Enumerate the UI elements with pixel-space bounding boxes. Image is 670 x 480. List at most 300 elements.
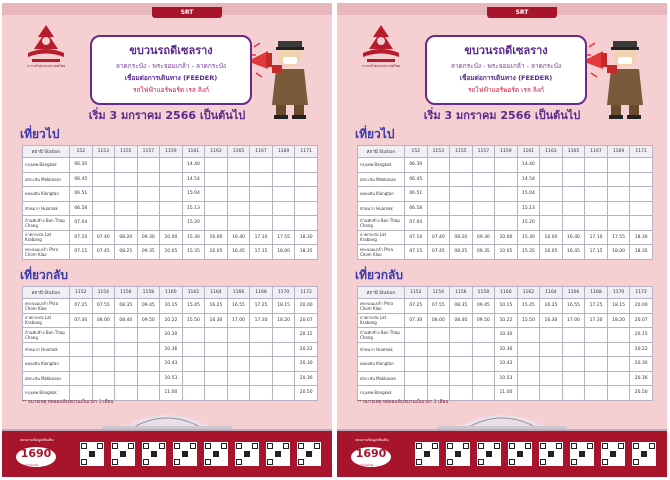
return-time-cell: 10.53	[160, 371, 183, 386]
return-time-cell: 18.15	[272, 299, 295, 314]
outbound-time-cell	[115, 201, 138, 216]
outbound-time-cell: 17.15	[585, 245, 608, 260]
return-time-cell: 07.25	[70, 299, 93, 314]
outbound-time-cell: 14.54	[517, 172, 540, 187]
return-time-cell: 17.00	[562, 313, 585, 328]
return-time-cell: 20.07	[295, 313, 318, 328]
qr-finder-mark	[252, 443, 258, 449]
return-time-cell	[562, 371, 585, 386]
outbound-time-cell: 15.13	[517, 201, 540, 216]
return-station-col-header: สถานี Station	[23, 287, 70, 299]
outbound-time-cell	[92, 187, 115, 202]
outbound-time-cell	[427, 172, 450, 187]
outbound-time-cell	[205, 216, 228, 231]
qr-finder-mark	[205, 443, 211, 449]
outbound-time-cell: 07.15	[70, 245, 93, 260]
return-header-row	[358, 287, 653, 299]
outbound-time-cell	[205, 158, 228, 173]
qr-code[interactable]	[204, 442, 228, 466]
station-building-illustration	[2, 398, 332, 432]
qr-finder-mark	[416, 443, 422, 449]
return-time-cell: 08.35	[450, 299, 473, 314]
outbound-time-cell	[585, 216, 608, 231]
outbound-time-cell: 17.55	[272, 230, 295, 245]
return-time-cell: 08.35	[115, 299, 138, 314]
qr-code[interactable]	[570, 442, 594, 466]
srt-logo	[359, 23, 403, 63]
outbound-time-cell	[160, 187, 183, 202]
outbound-time-cell	[427, 216, 450, 231]
qr-finder-mark	[174, 443, 180, 449]
outbound-time-cell	[630, 172, 653, 187]
outbound-time-cell: 18.30	[295, 230, 318, 245]
return-time-cell	[540, 357, 563, 372]
qr-finder-mark	[314, 443, 320, 449]
outbound-station-name: มักกะสัน Makkasan	[358, 172, 405, 187]
outbound-time-cell: 07.04	[70, 216, 93, 231]
return-train-number: 1160	[160, 287, 183, 299]
return-time-cell: 20.00	[630, 299, 653, 314]
outbound-time-cell	[495, 187, 518, 202]
return-time-cell	[450, 342, 473, 357]
outbound-timetable	[22, 145, 318, 260]
qr-code[interactable]	[508, 442, 532, 466]
outbound-time-cell: 17.55	[607, 230, 630, 245]
qr-finder-mark	[298, 443, 304, 449]
qr-finder-mark	[463, 443, 469, 449]
outbound-station-col-header: สถานี Station	[358, 146, 405, 158]
return-time-cell	[405, 371, 428, 386]
return-table-row	[23, 357, 318, 372]
outbound-time-cell: 15.20	[182, 216, 205, 231]
outbound-time-cell	[607, 158, 630, 173]
outbound-train-number: 1159	[495, 146, 518, 158]
outbound-time-cell	[227, 216, 250, 231]
return-time-cell: 16.25	[540, 299, 563, 314]
outbound-time-cell: 16.40	[562, 230, 585, 245]
return-station-name: คลองตัน Klongtan	[23, 357, 70, 372]
return-time-cell	[115, 371, 138, 386]
qr-code[interactable]	[111, 442, 135, 466]
return-time-cell	[562, 357, 585, 372]
outbound-time-cell: 06.51	[70, 187, 93, 202]
return-time-cell: 20.30	[630, 357, 653, 372]
return-train-number: 1172	[295, 287, 318, 299]
poster-title: ขบวนรถดีเซลราง	[464, 44, 548, 57]
qr-code[interactable]	[266, 442, 290, 466]
qr-finder-mark	[81, 443, 87, 449]
outbound-table-row	[358, 158, 653, 173]
outbound-table-row	[23, 216, 318, 231]
return-time-cell	[227, 342, 250, 357]
return-train-number: 1164	[205, 287, 228, 299]
outbound-time-cell: 16.05	[540, 245, 563, 260]
return-time-cell	[405, 328, 428, 343]
qr-finder-mark	[494, 443, 500, 449]
qr-finder-mark	[478, 443, 484, 449]
outbound-station-name: กรุงเทพ Bangkok	[23, 158, 70, 173]
outbound-time-cell: 06.51	[405, 187, 428, 202]
hotline-block	[341, 435, 403, 473]
outbound-time-cell	[295, 216, 318, 231]
outbound-time-cell	[562, 172, 585, 187]
return-time-cell: 20.07	[630, 313, 653, 328]
outbound-time-cell	[495, 172, 518, 187]
outbound-time-cell	[272, 201, 295, 216]
return-heading: เที่ยวกลับ	[20, 268, 69, 282]
return-header-row	[23, 287, 318, 299]
qr-center-mark	[579, 451, 585, 457]
outbound-time-cell: 08.25	[450, 245, 473, 260]
outbound-train-number: 1153	[92, 146, 115, 158]
return-time-cell	[607, 328, 630, 343]
outbound-time-cell	[272, 158, 295, 173]
outbound-table-row	[358, 245, 653, 260]
return-time-cell	[250, 328, 273, 343]
outbound-time-cell: 07.45	[427, 245, 450, 260]
hotline-sub: Call Center	[357, 463, 374, 467]
outbound-header-row	[23, 146, 318, 158]
return-time-cell	[517, 342, 540, 357]
srt-logo	[24, 23, 68, 63]
outbound-time-cell	[450, 201, 473, 216]
outbound-time-cell: 16.45	[227, 245, 250, 260]
outbound-train-number: 1161	[182, 146, 205, 158]
return-time-cell: 10.43	[160, 357, 183, 372]
return-time-cell	[427, 342, 450, 357]
feeder-text: เชื่อมต่อการเดินทาง (FEEDER)	[124, 74, 218, 82]
outbound-time-cell	[450, 158, 473, 173]
return-table-row	[23, 342, 318, 357]
return-time-cell	[137, 371, 160, 386]
return-time-cell: 07.55	[427, 299, 450, 314]
qr-finder-mark	[447, 443, 453, 449]
hotline-sub: Call Center	[22, 463, 39, 467]
return-time-cell: 16.30	[540, 313, 563, 328]
airport-link-text: รถไฟฟ้าแอร์พอร์ต เรล ลิงก์	[133, 86, 209, 94]
outbound-time-cell: 15.30	[517, 230, 540, 245]
outbound-time-cell	[295, 201, 318, 216]
qr-code[interactable]	[415, 442, 439, 466]
qr-code[interactable]	[477, 442, 501, 466]
outbound-station-name: มักกะสัน Makkasan	[23, 172, 70, 187]
outbound-train-number: 1157	[472, 146, 495, 158]
qr-finder-mark	[128, 443, 134, 449]
outbound-train-number: 1155	[450, 146, 473, 158]
footer	[337, 431, 667, 477]
outbound-header-row	[358, 146, 653, 158]
qr-finder-mark	[649, 443, 655, 449]
outbound-time-cell: 06.45	[70, 172, 93, 187]
return-time-cell: 20.15	[295, 328, 318, 343]
return-time-cell	[405, 357, 428, 372]
return-train-number: 1156	[115, 287, 138, 299]
return-time-cell	[115, 357, 138, 372]
return-time-cell	[272, 371, 295, 386]
return-time-cell	[182, 357, 205, 372]
outbound-time-cell	[250, 172, 273, 187]
return-table-row	[23, 328, 318, 343]
outbound-time-cell	[472, 216, 495, 231]
return-time-cell: 08.00	[92, 313, 115, 328]
outbound-time-cell: 10.05	[160, 245, 183, 260]
return-train-number: 1166	[562, 287, 585, 299]
outbound-time-cell	[137, 216, 160, 231]
return-time-cell	[137, 342, 160, 357]
outbound-table-row	[358, 201, 653, 216]
return-train-number: 1156	[450, 287, 473, 299]
station-building-illustration	[337, 398, 667, 432]
return-train-number: 1160	[495, 287, 518, 299]
return-time-cell: 11.00	[160, 386, 183, 401]
footer	[2, 431, 332, 477]
outbound-table-row	[23, 201, 318, 216]
title-box	[90, 35, 252, 105]
return-station-name: กรุงเทพ Bangkok	[23, 386, 70, 401]
return-time-cell: 08.40	[115, 313, 138, 328]
outbound-time-cell: 16.00	[540, 230, 563, 245]
return-time-cell: 11.00	[495, 386, 518, 401]
return-time-cell	[472, 342, 495, 357]
outbound-train-number: 1167	[250, 146, 273, 158]
outbound-time-cell	[495, 216, 518, 231]
outbound-time-cell	[160, 216, 183, 231]
return-train-number: 1162	[182, 287, 205, 299]
qr-code[interactable]	[601, 442, 625, 466]
poster-title: ขบวนรถดีเซลราง	[129, 44, 213, 57]
outbound-time-cell	[630, 216, 653, 231]
return-train-number: 1170	[272, 287, 295, 299]
return-time-cell	[250, 357, 273, 372]
outbound-station-name: หัวหมาก Huamak	[358, 201, 405, 216]
qr-finder-mark	[571, 443, 577, 449]
qr-finder-mark	[587, 443, 593, 449]
return-time-cell: 20.36	[295, 371, 318, 386]
outbound-station-name: บ้านทับช้าง Ban Thap Chang	[358, 216, 405, 231]
outbound-time-cell	[495, 201, 518, 216]
return-train-number: 1158	[137, 287, 160, 299]
outbound-train-number: 1165	[227, 146, 250, 158]
outbound-time-cell	[160, 172, 183, 187]
outbound-time-cell	[472, 158, 495, 173]
outbound-time-cell	[272, 216, 295, 231]
qr-finder-mark	[112, 459, 118, 465]
return-time-cell: 09.50	[472, 313, 495, 328]
qr-center-mark	[517, 451, 523, 457]
return-time-cell	[205, 342, 228, 357]
return-time-cell	[517, 328, 540, 343]
return-time-cell	[607, 371, 630, 386]
outbound-time-cell	[137, 158, 160, 173]
schedule-poster-right	[337, 3, 667, 477]
return-time-cell: 10.22	[495, 313, 518, 328]
outbound-time-cell: 16.05	[205, 245, 228, 260]
return-time-cell: 20.00	[295, 299, 318, 314]
return-time-cell: 07.30	[70, 313, 93, 328]
return-station-name: ลาดกระบัง Lat Krabang	[358, 313, 405, 328]
return-train-number: 1164	[540, 287, 563, 299]
return-time-cell: 10.22	[160, 313, 183, 328]
return-table-row	[358, 313, 653, 328]
qr-finder-mark	[236, 443, 242, 449]
return-time-cell	[115, 328, 138, 343]
return-time-cell	[472, 371, 495, 386]
outbound-time-cell	[607, 172, 630, 187]
return-time-cell	[517, 371, 540, 386]
outbound-time-cell	[427, 187, 450, 202]
outbound-time-cell	[607, 216, 630, 231]
outbound-time-cell	[295, 172, 318, 187]
outbound-time-cell	[540, 187, 563, 202]
return-time-cell	[92, 342, 115, 357]
return-time-cell	[205, 328, 228, 343]
return-train-number: 1168	[585, 287, 608, 299]
outbound-station-name: กรุงเทพ Bangkok	[358, 158, 405, 173]
return-time-cell	[427, 328, 450, 343]
outbound-time-cell: 16.40	[227, 230, 250, 245]
outbound-table-row	[358, 187, 653, 202]
outbound-time-cell	[427, 158, 450, 173]
qr-center-mark	[151, 451, 157, 457]
outbound-time-cell	[472, 201, 495, 216]
qr-finder-mark	[143, 443, 149, 449]
outbound-time-cell	[250, 201, 273, 216]
return-time-cell	[272, 357, 295, 372]
outbound-time-cell	[427, 201, 450, 216]
qr-code[interactable]	[142, 442, 166, 466]
outbound-time-cell: 15.35	[517, 245, 540, 260]
qr-center-mark	[455, 451, 461, 457]
outbound-time-cell: 07.04	[405, 216, 428, 231]
outbound-time-cell: 09.35	[472, 245, 495, 260]
qr-finder-mark	[602, 443, 608, 449]
return-table-row	[358, 371, 653, 386]
qr-finder-mark	[432, 443, 438, 449]
qr-code[interactable]	[446, 442, 470, 466]
outbound-time-cell: 17.15	[250, 245, 273, 260]
return-time-cell: 10.30	[160, 328, 183, 343]
return-train-number: 1152	[70, 287, 93, 299]
airport-link-text: รถไฟฟ้าแอร์พอร์ต เรล ลิงก์	[468, 86, 544, 94]
qr-finder-mark	[525, 443, 531, 449]
qr-finder-mark	[571, 459, 577, 465]
return-time-cell	[70, 342, 93, 357]
outbound-table-row	[23, 230, 318, 245]
outbound-station-name: คลองตัน Klongtan	[358, 187, 405, 202]
outbound-table-row	[23, 245, 318, 260]
qr-code[interactable]	[632, 442, 656, 466]
qr-finder-mark	[205, 459, 211, 465]
outbound-time-cell	[585, 201, 608, 216]
return-time-cell	[70, 371, 93, 386]
return-time-cell: 20.30	[295, 357, 318, 372]
outbound-time-cell	[562, 187, 585, 202]
return-train-number: 1152	[405, 287, 428, 299]
return-table-row	[358, 328, 653, 343]
return-train-number: 1166	[227, 287, 250, 299]
return-heading: เที่ยวกลับ	[355, 268, 404, 282]
outbound-time-cell	[137, 187, 160, 202]
return-time-cell	[272, 328, 295, 343]
qr-finder-mark	[509, 459, 515, 465]
return-time-cell: 17.00	[227, 313, 250, 328]
outbound-table-row	[358, 172, 653, 187]
outbound-time-cell	[450, 187, 473, 202]
qr-finder-mark	[81, 459, 87, 465]
outbound-train-number: 1161	[517, 146, 540, 158]
logo-caption: การรถไฟแห่งประเทศไทย	[26, 64, 66, 68]
return-time-cell	[227, 371, 250, 386]
outbound-time-cell: 18.35	[295, 245, 318, 260]
qr-code[interactable]	[235, 442, 259, 466]
qr-code[interactable]	[80, 442, 104, 466]
return-time-cell	[450, 371, 473, 386]
outbound-time-cell	[92, 158, 115, 173]
outbound-time-cell	[160, 158, 183, 173]
outbound-time-cell: 07.45	[92, 245, 115, 260]
outbound-time-cell	[205, 187, 228, 202]
schedule-poster-left	[2, 3, 332, 477]
outbound-train-number: 1163	[205, 146, 228, 158]
outbound-time-cell	[540, 172, 563, 187]
feeder-text: เชื่อมต่อการเดินทาง (FEEDER)	[459, 74, 553, 82]
outbound-time-cell	[137, 201, 160, 216]
qr-center-mark	[89, 451, 95, 457]
qr-center-mark	[424, 451, 430, 457]
return-time-cell: 09.45	[472, 299, 495, 314]
title-box	[425, 35, 587, 105]
return-time-cell: 15.45	[182, 299, 205, 314]
outbound-time-cell	[540, 158, 563, 173]
outbound-timetable	[357, 145, 653, 260]
return-time-cell: 17.25	[585, 299, 608, 314]
srt-tag: SRT	[487, 7, 557, 18]
outbound-time-cell	[630, 158, 653, 173]
return-train-number: 1170	[607, 287, 630, 299]
return-table-row	[23, 299, 318, 314]
qr-code[interactable]	[297, 442, 321, 466]
outbound-train-number: 152	[70, 146, 93, 158]
return-time-cell	[227, 357, 250, 372]
outbound-time-cell	[585, 158, 608, 173]
outbound-time-cell	[585, 172, 608, 187]
qr-code[interactable]	[539, 442, 563, 466]
return-table-row	[358, 342, 653, 357]
logo-caption: การรถไฟแห่งประเทศไทย	[361, 64, 401, 68]
outbound-table-row	[358, 230, 653, 245]
return-time-cell	[585, 328, 608, 343]
outbound-time-cell: 15.04	[517, 187, 540, 202]
qr-center-mark	[120, 451, 126, 457]
return-station-name: มักกะสัน Makkasan	[358, 371, 405, 386]
outbound-station-name: คลองตัน Klongtan	[23, 187, 70, 202]
qr-code[interactable]	[173, 442, 197, 466]
return-time-cell	[137, 357, 160, 372]
outbound-time-cell	[562, 201, 585, 216]
return-time-cell: 08.40	[450, 313, 473, 328]
outbound-time-cell: 16.45	[562, 245, 585, 260]
return-time-cell	[427, 371, 450, 386]
return-station-name: กรุงเทพ Bangkok	[358, 386, 405, 401]
return-time-cell: 18.15	[607, 299, 630, 314]
outbound-time-cell	[562, 158, 585, 173]
return-time-cell	[137, 328, 160, 343]
return-time-cell	[562, 328, 585, 343]
return-time-cell	[540, 342, 563, 357]
qr-finder-mark	[416, 459, 422, 465]
return-time-cell	[182, 342, 205, 357]
outbound-train-number: 1157	[137, 146, 160, 158]
